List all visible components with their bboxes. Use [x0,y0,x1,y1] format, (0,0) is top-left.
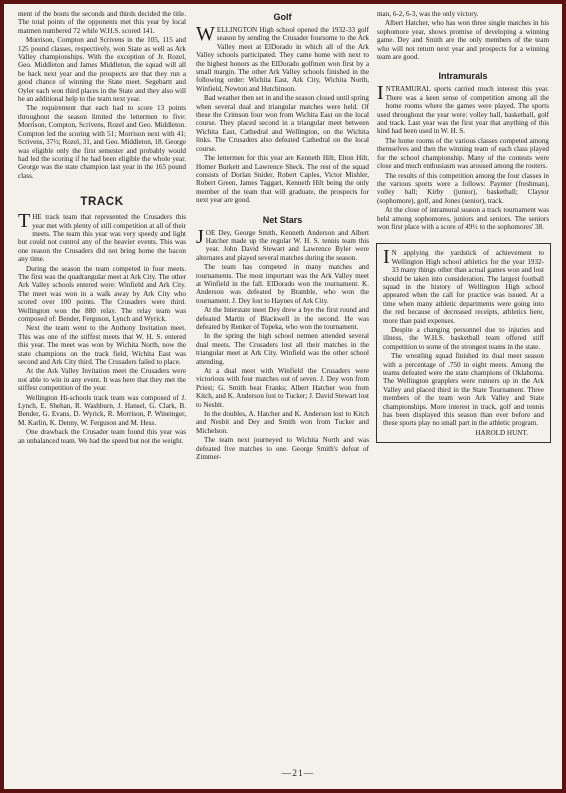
paragraph: The requirement that each had to score 13 points throughout the season limited the lettermen to five: Morrison, Compton, Scrivens, Rozel and Geo. Middleton. Compton led the scoring with 51; Morrison next with 41; Scrivens, 37½; Rozel, 31, and Geo. Middleton, 18. George was eligible only the first semester and probably would had led the scoring if he had been eligible the whole year. George was the state champion last year in the 165 pound class. [18,104,186,180]
paragraph: During the season the team competed in four meets. The first was the quadrangular meet at Ark City. The other Ark Valley schools entered were: Winfield and Ark City. The meet was won in a walk away by Ark City who scored over 100 points. The Crusaders were third. Wellington won the 880 relay. The relay team was composed of: Bender, Ferguson, Lynch and Wyrick. [18,264,186,323]
left-column [18,10,186,446]
paragraph: Despite a changing personnel due to injuries and illness, the W.H.S. basketball team offered stiff competition to some of the strongest teams in the state. [383,326,544,351]
paragraph: In the doubles, A. Hatcher and K. Anderson lost to Kitch and Nesbit and Dey and Smith won from Tucker and Michelson. [196,410,369,435]
paragraph: Bad weather then set in and the season closed until spring when several dual and triangular matches were held. Of these the Crimson four won from Wichita East on the local course. They placed second in a triangular meet between Wichita East, Cathedral and Wellington, on the Wichita links. The Crusaders also defeated Cathedral on the local course. [196,94,369,153]
drop-cap: I [383,246,390,269]
drop-cap: W [196,23,215,45]
right-column [377,10,549,443]
paragraph: ment of the bouts the seconds and thirds decided the title. The total points of the opponents met this year by local matmen numbered 72 while W.H.S. scored 141. [18,10,186,35]
paragraph: Albert Hatcher, who has won three single matches in his sophomore year, shows promise of developing a winning game. Dey and Smith are the only members of the team who will not return next year and prospects for a winning team are good. [377,19,549,62]
intramurals-heading: Intramurals [438,71,488,82]
paragraph: man, 6-2, 6-3, was the only victory. [377,10,479,18]
paragraph: The results of this competition among the four classes in the various sports were a follows: Paynter (freshman), volley ball; Kirby (junior), basketball; Claytor (sophomore), golf, and Jones (senior), track. [377,171,549,205]
paragraph: The lettermen for this year are Kenneth Hilt, Elton Hilt, Homer Burkett and Lawrence Sheck. The rest of the squad consists of Dorlan Snider, Robert Caples, Victor Mishler, Robert Green, James Taggart, Kenneth Hilt being the only member of the team that will graduate, the prospects for next year are good. [196,154,369,205]
paragraph: At a dual meet with Winfield the Crusaders were victorious with four matches out of seven. J. Dey won from Priest; G. Smith beat Franks; Albert Hatcher won from Kitch, and K. Anderson lost to Tucker; J. David Stewart lost to Nesbit. [196,367,369,409]
drop-cap: J [196,225,204,248]
paragraph: JOE Dey, George Smith, Kenneth Anderson and Albert Hatcher made up the regular W. H. S. tennis team this year. John David Stewart and Lawrence Byler were alternates and played several matches during the season. [196,225,369,262]
paragraph: The home rooms of the various classes competed among themselves and then the winning team of each class played for the school championship. Many of the contests were close and much enthusiasm was aroused among the rooters. [377,136,549,171]
net-stars-heading: Net Stars [262,214,303,225]
athletics-summary-box [376,243,551,443]
paragraph: In the spring the high school netmen attended several dual meets. The Crusaders lost all their matches in the triangular meet at Ark City. Winfield was the other school attending. [196,332,369,366]
paragraph: WELLINGTON High school opened the 1932-33 golf season by sending the Crusader foursome to the Ark Valley meet at ElDorado in which all of the Ark Valley schools participated. They came home with next to the highest honors as the ElDorado golfmen won first by a small margin. The other Ark Valley schools finished in the following order: Wichita East, Ark City, Wichita North, Winfield, Newton and Hutchinson. [196,23,369,93]
paragraph: The team next journeyed to Wichita North and was defeated five matches to one. George Smith's defeat of Zimmer- [196,436,369,462]
paragraph: At the close of intramural season a track tournament was held among sophomores, juniors and seniors. The seniors won first place with a score of 49½ to the sophomores' 38. [377,206,549,231]
paragraph: One drawback the Crusader team found this year was an unbalanced team. We had the speed but not the weight. [18,428,186,445]
golf-heading: Golf [273,12,292,22]
paragraph: I N applying the yardstick of achievement to Wellington High school athletics for the year 1932-33 many things other than actual games won and lost should be taken into consideration. The largest football squad in the history of Wellington High school appeared when the call for practice was issued. At a time when many athletic departments were going into the red because of decreased receipts, athletics here, more than paid expenses. [383,246,544,325]
signature: HAROLD HUNT. [475,428,528,437]
paragraph: Next the team went to the Anthony Invitation meet. This was one of the stiffest meets that W. H. S. entered this year. The meet was won by Wichita North, now the state champions on the track field, Wichita East was second and Ark City third. The Crusaders failed to place. [18,324,186,367]
page-number: —21— [281,769,315,779]
paragraph: THE track team that represented the Crusaders this year met with plenty of still competition at all of their meets. The team this year was very speedy and light but could not control any of the heavier events. This was one reason the Crusaders did not bring home the bacon any time. [18,210,186,264]
paragraph: At the Ark Valley Invitation meet the Crusaders were not able to win in any event. It was here that they met the stiffest competition of the year. [18,367,186,393]
paragraph: Morrison, Compton and Scrivens in the 105, 115 and 125 pound classes, respectively, won State as well as Ark Valley championships. With the exception of Jr. Rozel, Geo. Middleton and James Middleton, the squad will all be back next year and the prospects are that they run a good chance of winning the State meet. Segebartt and Oyler each won third places in the State and they also will be an additional help to the team next year. [18,36,186,104]
middle-column [196,12,369,463]
drop-cap: T [18,210,31,233]
paragraph: The team has competed in many matches and tournaments. The most important was the Ark Valley meet at Winfield in the fall. ElDorado won the tournament. K. Anderson was defeated by Bramble, who won the tournament. J. Dey lost to Haynes of Ark City. [196,263,369,305]
track-heading: TRACK [80,196,124,209]
paragraph: Wellington Hi-schools track team was composed of J. Lynch, E. Shehan, R. Washburn, J. Hansel, G. Clark, B. Bender, G. Evans, D. Wyrick, R. Morrison, P. Wineinger, M. Karlin, K. Denny, W. Ferguson and M. Hess. [18,393,186,427]
yearbook-page [4,4,562,789]
paragraph: INTRAMURAL sports carried much interest this year. There was a keen sense of competition among all the home rooms where the games were played. The sports used throughout the year were: volley ball, basketball, golf and track. Last year was the first year that anything of this kind had been used in W. H. S. [377,82,549,136]
drop-cap: I [377,82,384,105]
paragraph: The wrestling squad finished its dual meet season with a percentage of .750 in eight meets. Among the teams defeated were the state champions of Oklahoma. The Wellington grapplers were runners up in the Ark Valley and placed third in the State Tournament. Three members of the team won Ark Valley and State championships. More interest in track, golf and tennis has been displayed this season than ever before and these sports play no small part in the athletic program. [383,352,544,428]
paragraph: At the Interstate meet Dey drew a bye the first round and defeated Martin of Blackwell in the second. He was defeated by Renker of Topeka, who won the tournament. [196,306,369,331]
